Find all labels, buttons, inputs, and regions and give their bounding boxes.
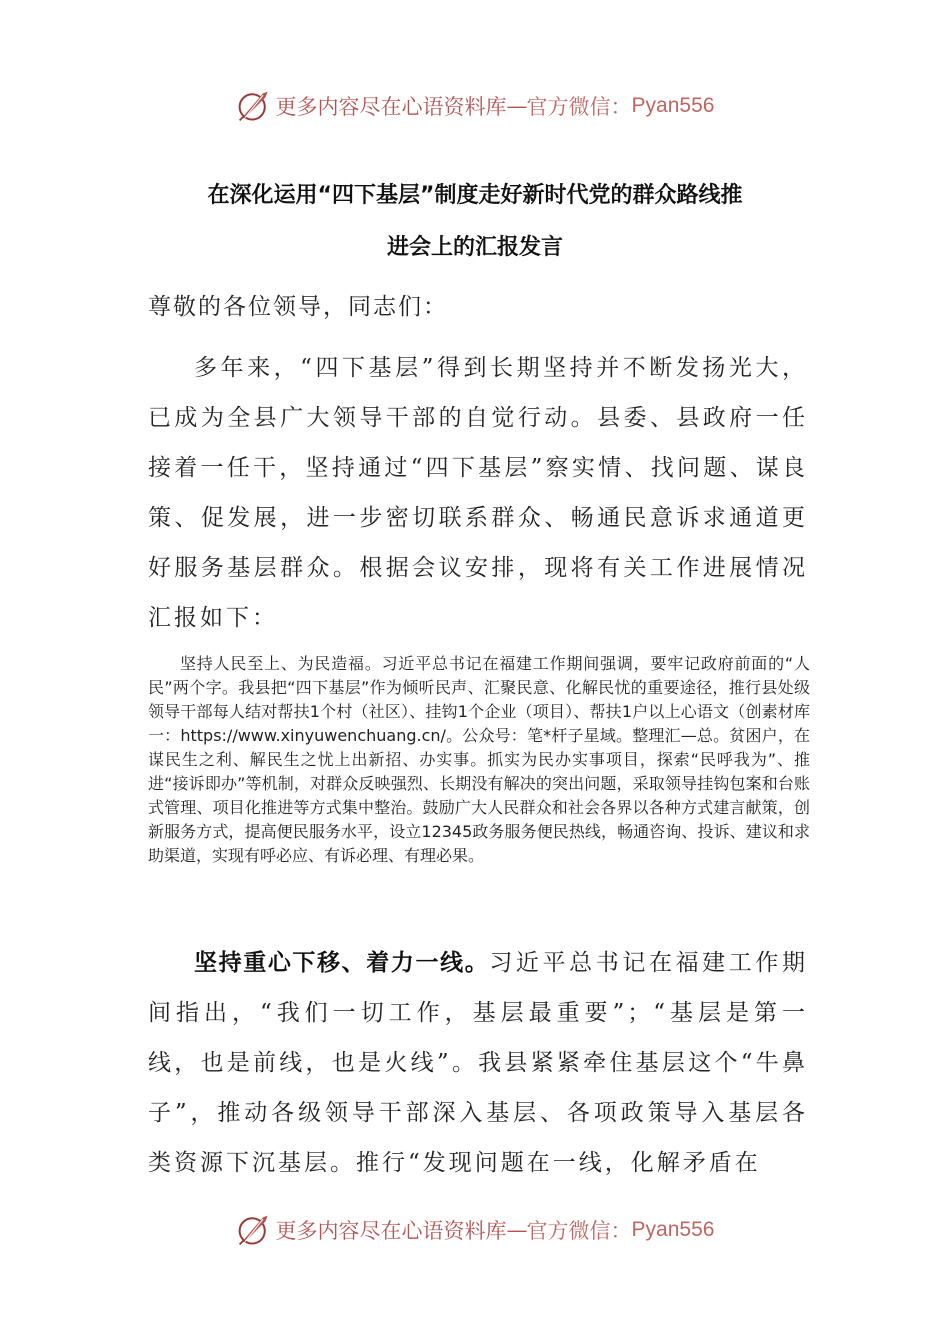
watermark-wechat-id: Pyan556 bbox=[631, 1218, 715, 1241]
paragraph-body-text: 习近平总书记在福建工作期间指出，“我们一切工作，基层最重要”；“基层是第一线，也是前线，也是火线”。我县紧紧牵住基层这个“牛鼻子”，推动各级领导干部深入基层、各项政策导入基层各类资源下沉基层。推行“发现问题在一线，化解矛盾在 bbox=[148, 950, 809, 1176]
paragraph-people-first: 坚持人民至上、为民造福。习近平总书记在福建工作期间强调，要牢记政府前面的“人民”两个字。我县把“四下基层”作为倾听民声、汇聚民意、化解民忧的重要途径，推行县处级领导干部每人结对帮扶1个村（社区）、挂钩1个企业（项目）、帮扶1户以上心语文（创素材库一：https://www.xinyuwenchuang.cn/。公众号：笔*杆子星域。整理汇—总。贫困户，在谋民生之利、解民生之忧上出新招、办实事。抓实为民办实事项目，探索“民呼我为”、推进“接诉即办”等机制，对群众反映强烈、长期没有解决的突出问题，采取领导挂钩包案和台账式管理、项目化推进等方式集中整治。鼓励广大人民群众和社会各界以各种方式建言献策，创新服务方式，提高便民服务水平，设立12345政务服务便民热线，畅通咨询、投诉、建议和求助渠道，实现有呼必应、有诉必理、有理必果。 bbox=[148, 654, 810, 865]
watermark-separator: — bbox=[506, 94, 527, 118]
paragraph-grassroots-focus bbox=[148, 938, 808, 1188]
watermark-brand-text: 更多内容尽在心语资料库 bbox=[275, 95, 507, 119]
watermark-wechat-label: 官方微信： bbox=[526, 95, 632, 119]
document-title-line-2: 进会上的汇报发言 bbox=[386, 235, 563, 260]
paragraph-intro: 多年来，“四下基层”得到长期坚持并不断发扬光大，已成为全县广大领导干部的自觉行动。县委、县政府一任接着一任干，坚持通过“四下基层”察实情、找问题、谋良策、促发展，进一步密切联系群众、畅通民意诉求通道更好服务基层群众。根据会议安排，现将有关工作进展情况汇报如下： bbox=[148, 355, 808, 631]
header-watermark bbox=[0, 86, 950, 126]
watermark-wechat-id: Pyan556 bbox=[631, 94, 715, 117]
document-title-line-1: 在深化运用“四下基层”制度走好新时代党的群众路线推 bbox=[207, 183, 743, 208]
footer-watermark bbox=[0, 1210, 950, 1250]
watermark-wechat-label: 官方微信： bbox=[526, 1219, 632, 1243]
watermark-separator: — bbox=[506, 1218, 527, 1242]
paragraph-lead-heading: 坚持重心下移、着力一线。 bbox=[194, 950, 490, 976]
watermark-brand-text: 更多内容尽在心语资料库 bbox=[275, 1219, 507, 1243]
quill-pen-circle-icon bbox=[236, 88, 272, 124]
salutation: 尊敬的各位领导，同志们： bbox=[148, 294, 448, 320]
quill-pen-circle-icon bbox=[236, 1212, 272, 1248]
